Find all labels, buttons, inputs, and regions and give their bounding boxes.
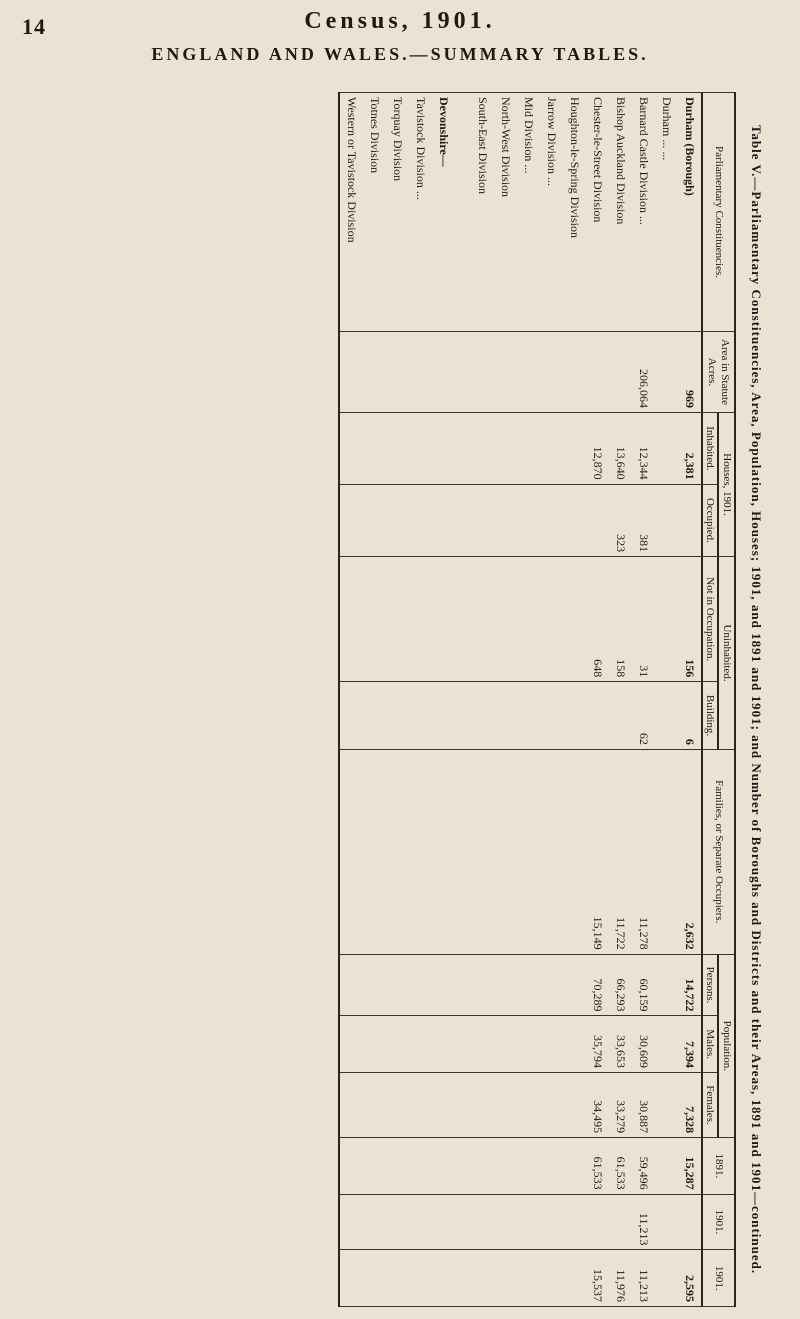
table-cell bbox=[409, 413, 432, 485]
table-cell bbox=[409, 484, 432, 557]
table-cell bbox=[386, 557, 409, 682]
table-cell bbox=[455, 954, 471, 1016]
table-cell bbox=[517, 332, 540, 413]
table-cell bbox=[363, 1072, 386, 1137]
table-cell bbox=[409, 749, 432, 954]
table-cell: 2,381 bbox=[678, 413, 702, 485]
page-number: 14 bbox=[22, 14, 46, 39]
table-cell bbox=[655, 1138, 678, 1194]
table-cell bbox=[363, 1194, 386, 1250]
table-cell bbox=[586, 332, 609, 413]
table-cell bbox=[409, 332, 432, 413]
table-cell bbox=[363, 484, 386, 557]
col-constituency: Parliamentary Constituencies. bbox=[702, 93, 735, 332]
table-cell bbox=[363, 682, 386, 750]
table-cell bbox=[655, 954, 678, 1016]
row-label: Mid Division ... bbox=[517, 93, 540, 332]
table-cell bbox=[455, 1250, 471, 1307]
table-cell bbox=[655, 749, 678, 954]
table-cell: 14,722 bbox=[678, 954, 702, 1016]
table-cell: 15,149 bbox=[586, 749, 609, 954]
table-cell bbox=[471, 557, 494, 682]
table-row bbox=[363, 93, 386, 1307]
col-families: Families, or Separate Occupiers. bbox=[702, 749, 735, 954]
table-cell bbox=[386, 413, 409, 485]
table-cell bbox=[363, 1016, 386, 1072]
table-cell bbox=[540, 749, 563, 954]
table-cell bbox=[540, 1250, 563, 1307]
table-cell: 61,533 bbox=[586, 1138, 609, 1194]
table-cell: 30,887 bbox=[632, 1072, 655, 1137]
col-houses-uninhabited: Uninhabited. bbox=[718, 557, 735, 750]
table-cell bbox=[517, 413, 540, 485]
table-row bbox=[494, 93, 517, 1307]
table-cell: 12,344 bbox=[632, 413, 655, 485]
col-last: 1901. bbox=[702, 1250, 735, 1307]
table-cell: 33,653 bbox=[609, 1016, 632, 1072]
table-cell bbox=[409, 1194, 432, 1250]
table-cell bbox=[386, 1138, 409, 1194]
col-females: Females. bbox=[702, 1072, 719, 1137]
table-cell bbox=[517, 1194, 540, 1250]
table-cell: 7,328 bbox=[678, 1072, 702, 1137]
row-label: Houghton-le-Spring Division bbox=[563, 93, 586, 332]
table-cell bbox=[540, 954, 563, 1016]
table-cell bbox=[432, 1072, 455, 1137]
col-persons: Persons. bbox=[702, 954, 719, 1016]
table-cell bbox=[540, 413, 563, 485]
table-cell bbox=[494, 954, 517, 1016]
table-cell: 206,064 bbox=[632, 332, 655, 413]
table-title: Table V.—Parliamentary Constituencies, Area, Population, Houses; 1901, and 1891 and 1901; and Number of Boroughs and Districts and their Areas, 1891 and 1901—continued. bbox=[749, 124, 764, 1275]
table-cell bbox=[409, 682, 432, 750]
table-cell bbox=[455, 749, 471, 954]
table-cell bbox=[386, 1250, 409, 1307]
table-row bbox=[563, 93, 586, 1307]
table-cell bbox=[432, 1138, 455, 1194]
table-cell bbox=[386, 1016, 409, 1072]
table-row bbox=[632, 93, 655, 1307]
table-cell bbox=[386, 484, 409, 557]
table-cell bbox=[409, 557, 432, 682]
table-cell bbox=[655, 557, 678, 682]
row-label: Durham ... ... bbox=[655, 93, 678, 332]
col-building: Building. bbox=[702, 682, 719, 750]
table-cell bbox=[563, 1138, 586, 1194]
table-cell bbox=[494, 749, 517, 954]
table-cell bbox=[655, 413, 678, 485]
col-area: Area in Statute Acres. bbox=[702, 332, 735, 413]
table-cell bbox=[339, 1016, 363, 1072]
table-cell bbox=[494, 484, 517, 557]
table-cell bbox=[455, 1016, 471, 1072]
table-cell: 35,794 bbox=[586, 1016, 609, 1072]
table-cell bbox=[517, 484, 540, 557]
table-cell bbox=[540, 557, 563, 682]
table-cell bbox=[678, 484, 702, 557]
table-cell bbox=[363, 1250, 386, 1307]
table-cell bbox=[563, 413, 586, 485]
table-cell bbox=[471, 1016, 494, 1072]
table-cell bbox=[609, 682, 632, 750]
table-cell: 969 bbox=[678, 332, 702, 413]
table-cell bbox=[386, 682, 409, 750]
table-cell bbox=[386, 1194, 409, 1250]
table-cell bbox=[386, 332, 409, 413]
table-cell: 6 bbox=[678, 682, 702, 750]
col-population: Population. bbox=[718, 954, 735, 1137]
table-cell bbox=[363, 413, 386, 485]
table-row bbox=[409, 93, 432, 1307]
col-houses: Houses, 1901. bbox=[718, 413, 735, 557]
table-body bbox=[339, 93, 702, 1307]
table-cell: 12,870 bbox=[586, 413, 609, 485]
table-cell bbox=[471, 1250, 494, 1307]
table-cell bbox=[455, 93, 471, 332]
table-cell bbox=[409, 1016, 432, 1072]
table-cell bbox=[609, 1194, 632, 1250]
table-cell bbox=[563, 749, 586, 954]
table-cell bbox=[563, 332, 586, 413]
table-cell bbox=[517, 1250, 540, 1307]
table-cell bbox=[494, 557, 517, 682]
table-cell bbox=[494, 1016, 517, 1072]
table-cell: 2,632 bbox=[678, 749, 702, 954]
row-label: Durham (Borough) bbox=[678, 93, 702, 332]
table-cell bbox=[471, 749, 494, 954]
table-cell bbox=[432, 954, 455, 1016]
table-cell bbox=[678, 1194, 702, 1250]
table-cell bbox=[494, 332, 517, 413]
table-cell: 60,159 bbox=[632, 954, 655, 1016]
row-label: Tavistock Division ... bbox=[409, 93, 432, 332]
table-cell: 15,537 bbox=[586, 1250, 609, 1307]
table-cell bbox=[563, 1016, 586, 1072]
table-cell bbox=[655, 1250, 678, 1307]
table-cell bbox=[455, 484, 471, 557]
row-label: Jarrow Division ... bbox=[540, 93, 563, 332]
table-cell: 70,289 bbox=[586, 954, 609, 1016]
table-cell bbox=[471, 954, 494, 1016]
header-census: Census, 1901. bbox=[304, 8, 496, 34]
table-cell bbox=[432, 332, 455, 413]
table-row bbox=[517, 93, 540, 1307]
table-cell bbox=[655, 682, 678, 750]
table-cell: 323 bbox=[609, 484, 632, 557]
table-cell bbox=[339, 413, 363, 485]
table-cell bbox=[339, 682, 363, 750]
table-cell: 11,278 bbox=[632, 749, 655, 954]
table-cell: 15,287 bbox=[678, 1138, 702, 1194]
table-cell bbox=[363, 1138, 386, 1194]
table-cell bbox=[563, 1072, 586, 1137]
table-cell bbox=[339, 1138, 363, 1194]
table-cell: 30,609 bbox=[632, 1016, 655, 1072]
table-cell bbox=[409, 954, 432, 1016]
table-cell bbox=[386, 1072, 409, 1137]
table-cell: 13,640 bbox=[609, 413, 632, 485]
table-cell bbox=[517, 1138, 540, 1194]
table-cell bbox=[339, 557, 363, 682]
table-cell bbox=[540, 1194, 563, 1250]
table-cell bbox=[563, 682, 586, 750]
table-cell bbox=[455, 332, 471, 413]
table-row bbox=[609, 93, 632, 1307]
table-cell bbox=[339, 749, 363, 954]
table-cell bbox=[455, 413, 471, 485]
table-cell bbox=[540, 682, 563, 750]
table-cell bbox=[586, 1194, 609, 1250]
table-cell bbox=[432, 1194, 455, 1250]
table-cell bbox=[471, 1194, 494, 1250]
table-cell bbox=[432, 1250, 455, 1307]
table-row bbox=[455, 93, 471, 1307]
table-cell bbox=[563, 557, 586, 682]
table-cell: 11,213 bbox=[632, 1250, 655, 1307]
table-cell bbox=[432, 557, 455, 682]
table-cell bbox=[339, 954, 363, 1016]
table-cell bbox=[471, 682, 494, 750]
table-cell bbox=[339, 1250, 363, 1307]
table-cell bbox=[540, 1072, 563, 1137]
table-cell bbox=[517, 954, 540, 1016]
table-cell bbox=[471, 1072, 494, 1137]
row-label: Bishop Auckland Division bbox=[609, 93, 632, 332]
table-cell bbox=[494, 682, 517, 750]
table-row bbox=[432, 93, 455, 1307]
table-cell bbox=[471, 484, 494, 557]
table-row bbox=[586, 93, 609, 1307]
table-cell bbox=[494, 413, 517, 485]
table-cell bbox=[363, 332, 386, 413]
table-row bbox=[540, 93, 563, 1307]
row-label: Totnes Division bbox=[363, 93, 386, 332]
table-cell bbox=[655, 484, 678, 557]
row-label: North-West Division bbox=[494, 93, 517, 332]
table-cell bbox=[540, 332, 563, 413]
row-label: Devonshire— bbox=[432, 93, 455, 332]
table-cell: 11,213 bbox=[632, 1194, 655, 1250]
table-cell: 61,533 bbox=[609, 1138, 632, 1194]
table-cell bbox=[563, 1194, 586, 1250]
table-row bbox=[678, 93, 702, 1307]
table-cell: 381 bbox=[632, 484, 655, 557]
table-row bbox=[471, 93, 494, 1307]
table-cell bbox=[455, 557, 471, 682]
table-cell bbox=[655, 332, 678, 413]
table-cell bbox=[363, 954, 386, 1016]
row-label: South-East Division bbox=[471, 93, 494, 332]
col-occupied: Occupied. bbox=[702, 484, 719, 557]
table-cell bbox=[517, 557, 540, 682]
table-cell bbox=[563, 484, 586, 557]
table-cell: 66,293 bbox=[609, 954, 632, 1016]
table-cell bbox=[540, 1138, 563, 1194]
table-cell bbox=[655, 1072, 678, 1137]
col-area-1901: 1901. bbox=[702, 1194, 735, 1250]
table-cell: 33,279 bbox=[609, 1072, 632, 1137]
row-label: Torquay Division bbox=[386, 93, 409, 332]
table-cell: 11,722 bbox=[609, 749, 632, 954]
table-cell bbox=[517, 1072, 540, 1137]
table-cell bbox=[471, 332, 494, 413]
table-cell bbox=[339, 484, 363, 557]
table-cell: 11,976 bbox=[609, 1250, 632, 1307]
table-cell bbox=[563, 954, 586, 1016]
table-cell bbox=[455, 682, 471, 750]
table-cell bbox=[432, 484, 455, 557]
table-cell bbox=[386, 954, 409, 1016]
table-cell bbox=[494, 1250, 517, 1307]
col-pop-1891: 1891. bbox=[702, 1138, 735, 1194]
table-cell bbox=[563, 1250, 586, 1307]
col-males: Males. bbox=[702, 1016, 719, 1072]
table-cell bbox=[409, 1250, 432, 1307]
col-inhabited: Inhabited. bbox=[702, 413, 719, 485]
table-cell bbox=[494, 1072, 517, 1137]
table-cell bbox=[494, 1194, 517, 1250]
table-cell: 648 bbox=[586, 557, 609, 682]
table-cell bbox=[455, 1194, 471, 1250]
row-label: Chester-le-Street Division bbox=[586, 93, 609, 332]
table-cell bbox=[386, 749, 409, 954]
table-cell: 2,595 bbox=[678, 1250, 702, 1307]
table-cell: 59,496 bbox=[632, 1138, 655, 1194]
table-cell bbox=[339, 1194, 363, 1250]
table-cell bbox=[339, 332, 363, 413]
table-cell bbox=[432, 413, 455, 485]
table-cell: 31 bbox=[632, 557, 655, 682]
table-cell bbox=[432, 749, 455, 954]
table-cell bbox=[455, 1072, 471, 1137]
table-cell: 62 bbox=[632, 682, 655, 750]
table-cell: 7,394 bbox=[678, 1016, 702, 1072]
table-cell bbox=[409, 1138, 432, 1194]
table-row bbox=[386, 93, 409, 1307]
rotated-table-region bbox=[18, 92, 770, 1307]
header-summary-tables: ENGLAND AND WALES.—SUMMARY TABLES. bbox=[151, 44, 649, 64]
table-cell: 34,495 bbox=[586, 1072, 609, 1137]
table-row bbox=[655, 93, 678, 1307]
table-cell bbox=[494, 1138, 517, 1194]
summary-table bbox=[338, 92, 736, 1307]
table-cell bbox=[609, 332, 632, 413]
table-cell bbox=[655, 1194, 678, 1250]
table-cell bbox=[517, 682, 540, 750]
table-cell bbox=[363, 749, 386, 954]
row-label: Barnard Castle Division ... bbox=[632, 93, 655, 332]
table-cell bbox=[432, 1016, 455, 1072]
table-cell bbox=[540, 1016, 563, 1072]
row-label: Western or Tavistock Division bbox=[339, 93, 363, 332]
table-row bbox=[339, 93, 363, 1307]
table-cell bbox=[517, 749, 540, 954]
col-not-occupied: Not in Occupation. bbox=[702, 557, 719, 682]
table-cell bbox=[655, 1016, 678, 1072]
table-cell bbox=[471, 1138, 494, 1194]
table-cell bbox=[540, 484, 563, 557]
table-cell: 156 bbox=[678, 557, 702, 682]
table-cell bbox=[409, 1072, 432, 1137]
table-cell bbox=[517, 1016, 540, 1072]
table-cell bbox=[363, 557, 386, 682]
table-cell bbox=[455, 1138, 471, 1194]
table-cell bbox=[432, 682, 455, 750]
table-cell bbox=[586, 682, 609, 750]
table-cell bbox=[339, 1072, 363, 1137]
table-cell: 158 bbox=[609, 557, 632, 682]
table-cell bbox=[586, 484, 609, 557]
table-cell bbox=[471, 413, 494, 485]
